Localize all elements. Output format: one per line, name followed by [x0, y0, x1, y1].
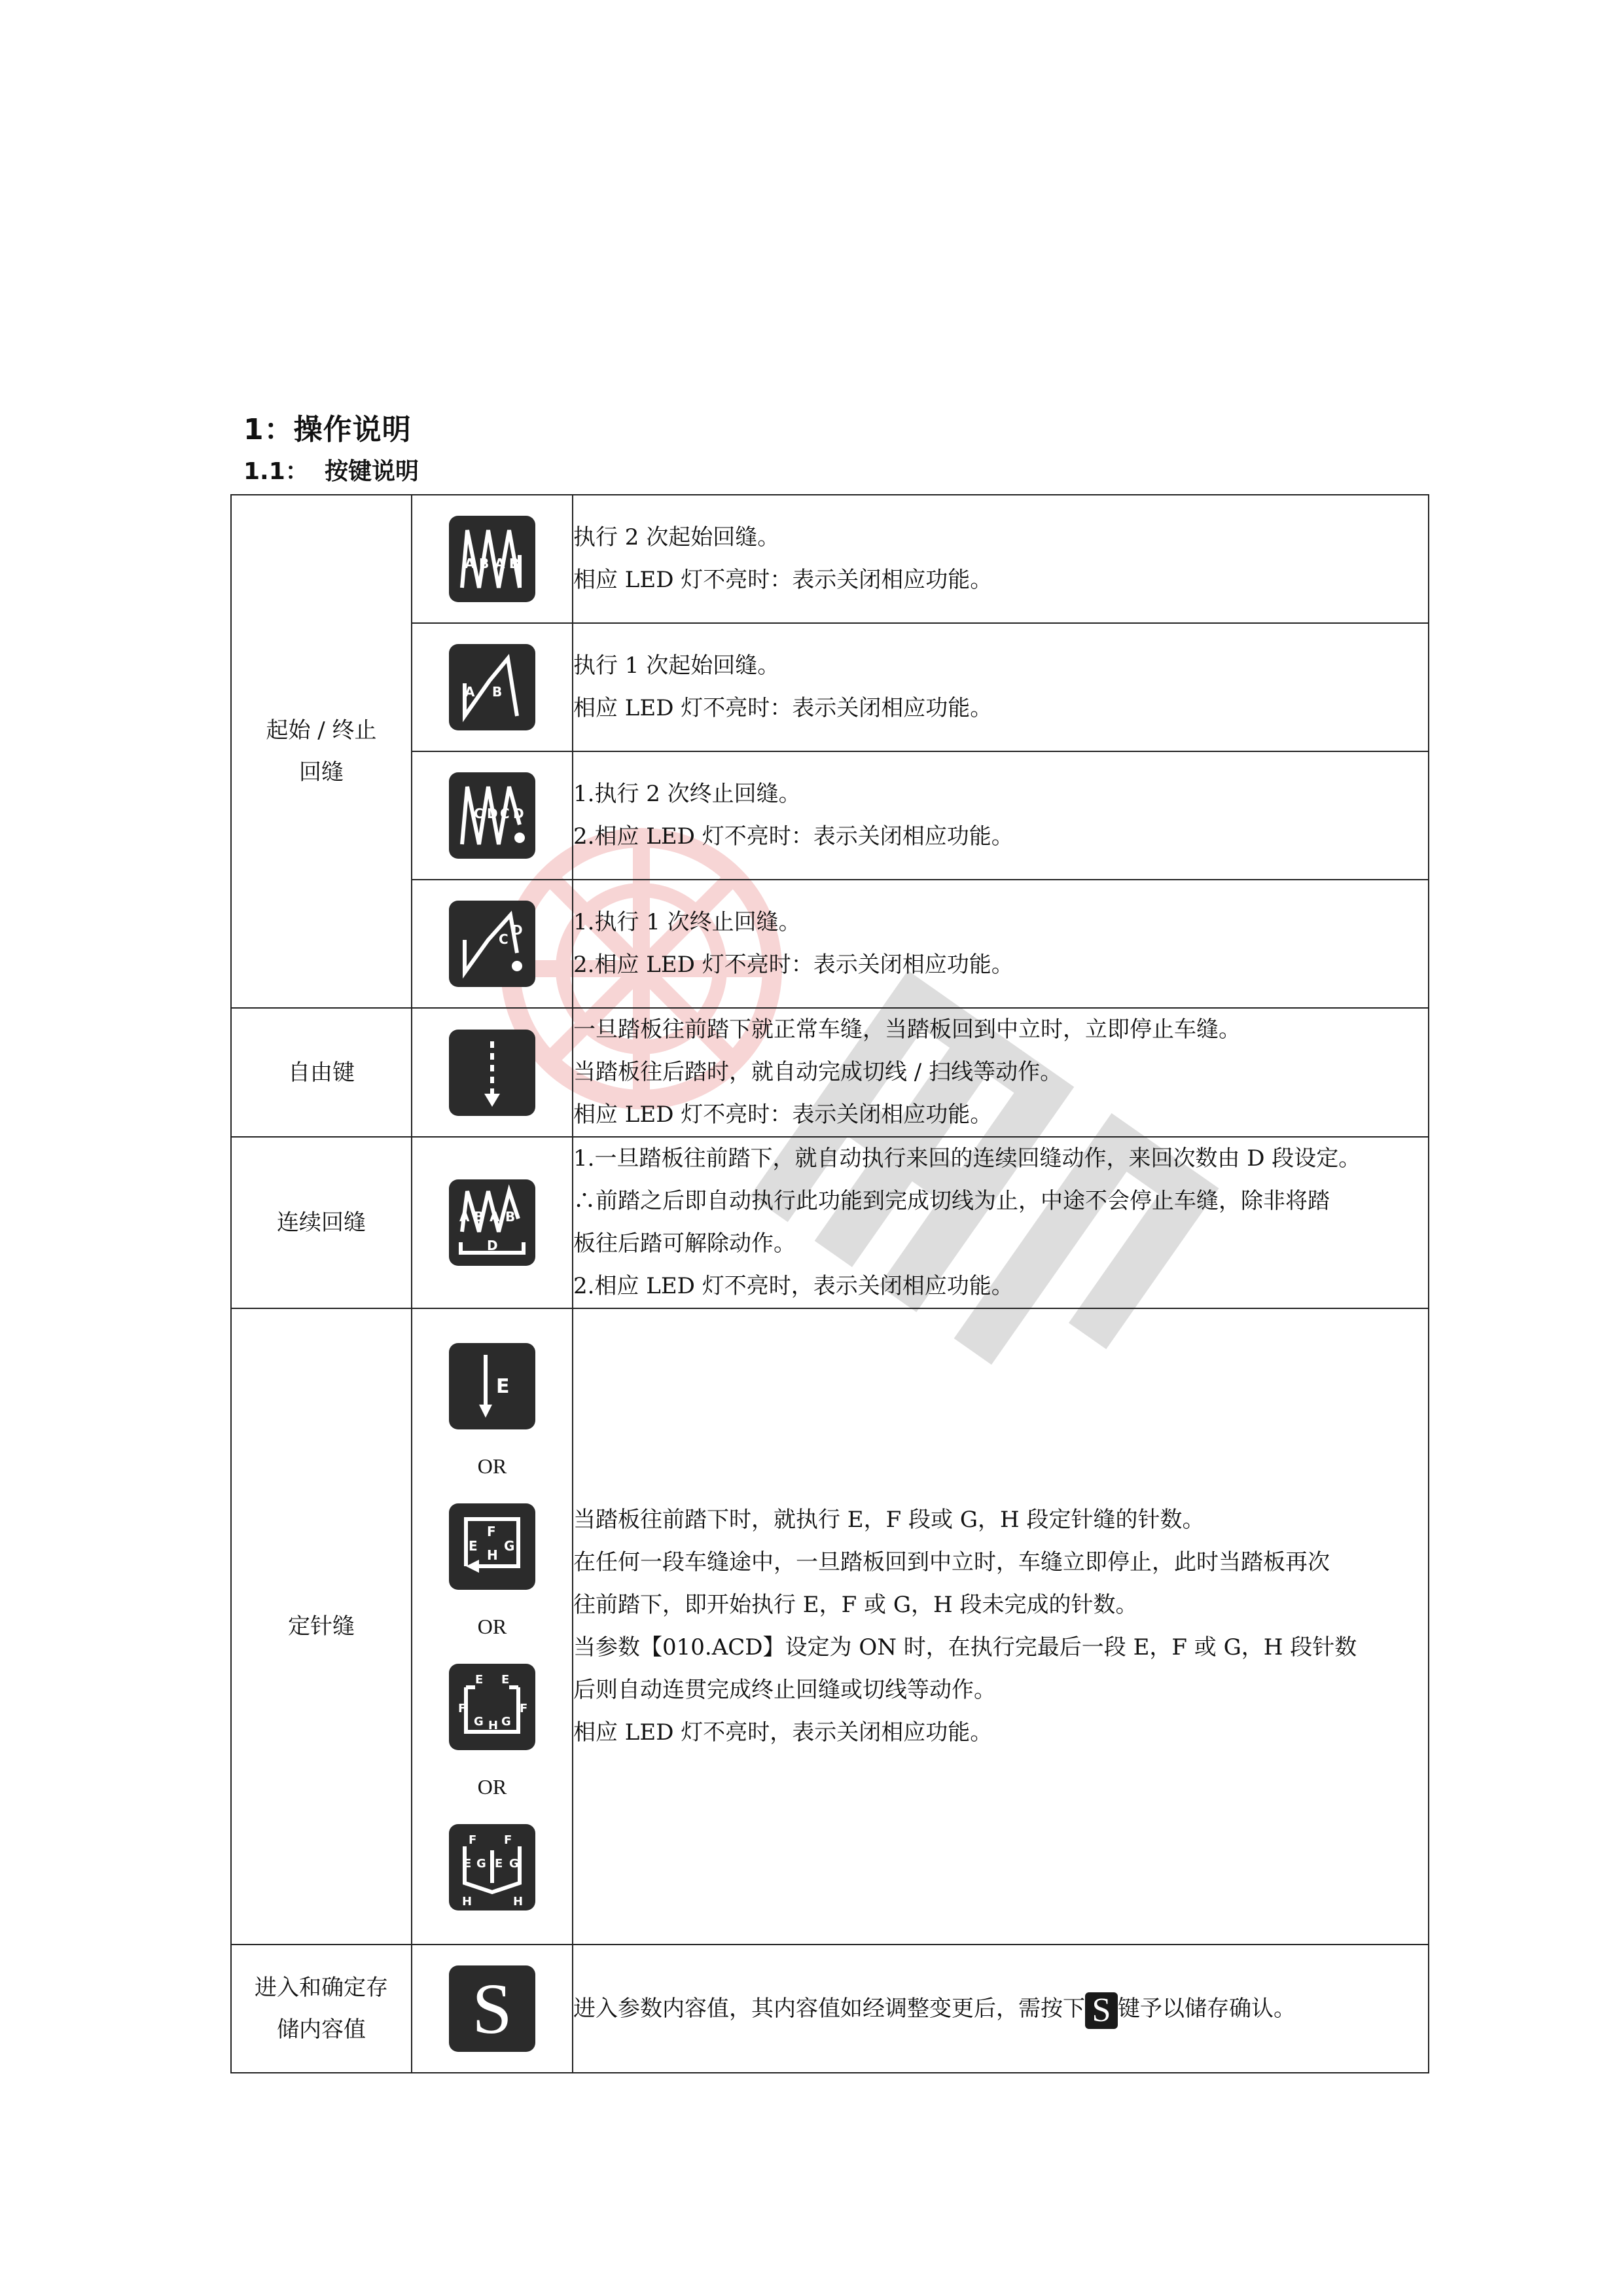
- svg-text:B: B: [479, 556, 490, 571]
- svg-text:C: C: [474, 806, 484, 821]
- continuous-backtack-icon: [449, 1179, 535, 1266]
- description-cell: [573, 1308, 1429, 1945]
- category-label: 进入和确定存储内容值: [255, 1975, 388, 2043]
- description-line: 在任何一段车缝途中，一旦踏板回到中立时，车缝立即停止，此时当踏板再次: [573, 1549, 1330, 1575]
- description-cell: [573, 1945, 1429, 2073]
- description-line: ∴前踏之后即自动执行此功能到完成切线为止，中途不会停止车缝，除非将踏: [573, 1188, 1330, 1214]
- s-key-letter: S: [472, 1969, 512, 2049]
- inline-s-key-letter: S: [1092, 1991, 1111, 2029]
- icon-cell: [412, 623, 573, 751]
- svg-text:D: D: [487, 806, 498, 821]
- category-label: 自由键: [288, 1059, 355, 1086]
- subsection-heading: [243, 453, 419, 486]
- table-row: [231, 1308, 1429, 1945]
- svg-text:E: E: [496, 1374, 510, 1398]
- svg-text:H: H: [513, 1894, 524, 1909]
- icon-cell: [412, 495, 573, 623]
- svg-text:C: C: [499, 931, 508, 947]
- description-line: 1.执行 2 次终止回缝。: [573, 781, 801, 807]
- description-line: 当参数【010.ACD】设定为 ON 时，在执行完最后一段 E，F 或 G，H 段针数: [573, 1634, 1357, 1660]
- svg-text:E: E: [495, 1856, 503, 1871]
- svg-text:F: F: [458, 1701, 467, 1715]
- description-line: 相应 LED 灯不亮时：表示关闭相应功能。: [573, 1102, 993, 1128]
- svg-text:D: D: [512, 922, 523, 938]
- svg-text:D: D: [487, 1238, 498, 1253]
- category-cell: [231, 1945, 412, 2073]
- svg-text:F: F: [520, 1701, 528, 1715]
- or-label: OR: [477, 1774, 507, 1799]
- description-line: 相应 LED 灯不亮时，表示关闭相应功能。: [573, 1719, 993, 1746]
- svg-text:G: G: [476, 1856, 486, 1871]
- fixed-stitch-efgh-rect-icon: [449, 1503, 535, 1590]
- description-line: 2.相应 LED 灯不亮时：表示关闭相应功能。: [573, 823, 1014, 850]
- icon-cell: [412, 1137, 573, 1308]
- description-line: 2.相应 LED 灯不亮时：表示关闭相应功能。: [573, 952, 1014, 978]
- svg-text:A: A: [495, 556, 505, 571]
- svg-text:F: F: [504, 1833, 512, 1847]
- description-line: 当踏板往后踏时，就自动完成切线 / 扫线等动作。: [573, 1059, 1063, 1085]
- table-row: [231, 1008, 1429, 1137]
- svg-text:E: E: [463, 1856, 472, 1871]
- svg-text:B: B: [492, 684, 503, 700]
- table-row: [231, 1945, 1429, 2073]
- fixed-stitch-efgh-bracket-icon: [449, 1664, 535, 1750]
- description-cell: [573, 495, 1429, 623]
- icon-cell: [412, 880, 573, 1008]
- description-line: 相应 LED 灯不亮时：表示关闭相应功能。: [573, 567, 993, 593]
- section-heading: 1：操作说明: [243, 413, 412, 446]
- svg-text:H: H: [488, 1718, 499, 1732]
- description-line: 当踏板往前踏下时，就执行 E，F 段或 G，H 段定针缝的针数。: [573, 1507, 1205, 1533]
- description-cell: [573, 880, 1429, 1008]
- icon-cell: [412, 751, 573, 880]
- svg-text:G: G: [474, 1714, 484, 1729]
- key-description-table: [230, 494, 1429, 2073]
- description-line: 一旦踏板往前踏下就正常车缝，当踏板回到中立时，立即停止车缝。: [573, 1016, 1241, 1043]
- category-cell: [231, 1137, 412, 1308]
- free-sewing-icon: [449, 1030, 535, 1116]
- svg-text:G: G: [509, 1856, 519, 1871]
- description-line: 相应 LED 灯不亮时：表示关闭相应功能。: [573, 695, 993, 721]
- svg-text:H: H: [462, 1894, 473, 1909]
- start-backtack-single-icon: [449, 644, 535, 730]
- subsection-title: 按键说明: [325, 458, 419, 485]
- description-line: 往前踏下，即开始执行 E，F 或 G，H 段未完成的针数。: [573, 1592, 1138, 1618]
- svg-text:A: A: [459, 1209, 470, 1225]
- description-line: 执行 2 次起始回缝。: [573, 524, 780, 550]
- svg-text:F: F: [469, 1833, 477, 1847]
- description-line: 执行 1 次起始回缝。: [573, 653, 780, 679]
- table-row: [231, 1137, 1429, 1308]
- end-backtack-double-icon: [449, 772, 535, 859]
- svg-text:B: B: [505, 1209, 516, 1225]
- s-key-icon: [449, 1965, 535, 2052]
- or-label: OR: [477, 1614, 507, 1638]
- category-cell: [231, 1308, 412, 1945]
- description-line: 后则自动连贯完成终止回缝或切线等动作。: [573, 1677, 996, 1703]
- svg-text:G: G: [504, 1537, 515, 1554]
- fixed-stitch-efgh-double-icon: [449, 1824, 535, 1910]
- category-cell: [231, 1008, 412, 1137]
- svg-text:E: E: [475, 1672, 484, 1687]
- svg-text:E: E: [501, 1672, 510, 1687]
- svg-text:F: F: [487, 1523, 496, 1539]
- table-row: [231, 495, 1429, 623]
- category-label: 起始 / 终止回缝: [266, 717, 377, 785]
- description-line: 1.执行 1 次终止回缝。: [573, 909, 801, 935]
- description-cell: [573, 751, 1429, 880]
- description-line: 2.相应 LED 灯不亮时，表示关闭相应功能。: [573, 1273, 1014, 1299]
- svg-text:A: A: [490, 1209, 500, 1225]
- svg-text:D: D: [513, 806, 524, 821]
- description-cell: [573, 1008, 1429, 1137]
- description-text: 键予以储存确认。: [1118, 1995, 1296, 2022]
- description-line: 1.一旦踏板往前踏下，就自动执行来回的连续回缝动作，来回次数由 D 段设定。: [573, 1145, 1361, 1172]
- inline-s-key-icon: [1085, 1992, 1118, 2029]
- description-cell: [573, 1137, 1429, 1308]
- svg-text:A: A: [465, 556, 475, 571]
- category-cell: [231, 495, 412, 1008]
- svg-text:B: B: [474, 1209, 484, 1225]
- description-cell: [573, 623, 1429, 751]
- description-text: 进入参数内容值，其内容值如经调整变更后，需按下: [573, 1995, 1085, 2022]
- svg-text:C: C: [500, 806, 510, 821]
- start-backtack-double-icon: [449, 516, 535, 602]
- icon-cell: [412, 1308, 573, 1945]
- svg-text:G: G: [501, 1714, 511, 1729]
- svg-text:B: B: [509, 556, 520, 571]
- category-label: 定针缝: [288, 1613, 355, 1640]
- end-backtack-single-icon: [449, 901, 535, 987]
- icon-cell: [412, 1008, 573, 1137]
- fixed-stitch-e-icon: [449, 1343, 535, 1429]
- subsection-number: 1.1：: [243, 458, 309, 485]
- svg-text:E: E: [469, 1537, 478, 1554]
- description-line: 板往后踏可解除动作。: [573, 1230, 796, 1257]
- icon-cell: [412, 1945, 573, 2073]
- category-label: 连续回缝: [277, 1210, 366, 1236]
- svg-text:A: A: [465, 684, 475, 700]
- or-label: OR: [477, 1454, 507, 1478]
- svg-text:H: H: [487, 1547, 498, 1563]
